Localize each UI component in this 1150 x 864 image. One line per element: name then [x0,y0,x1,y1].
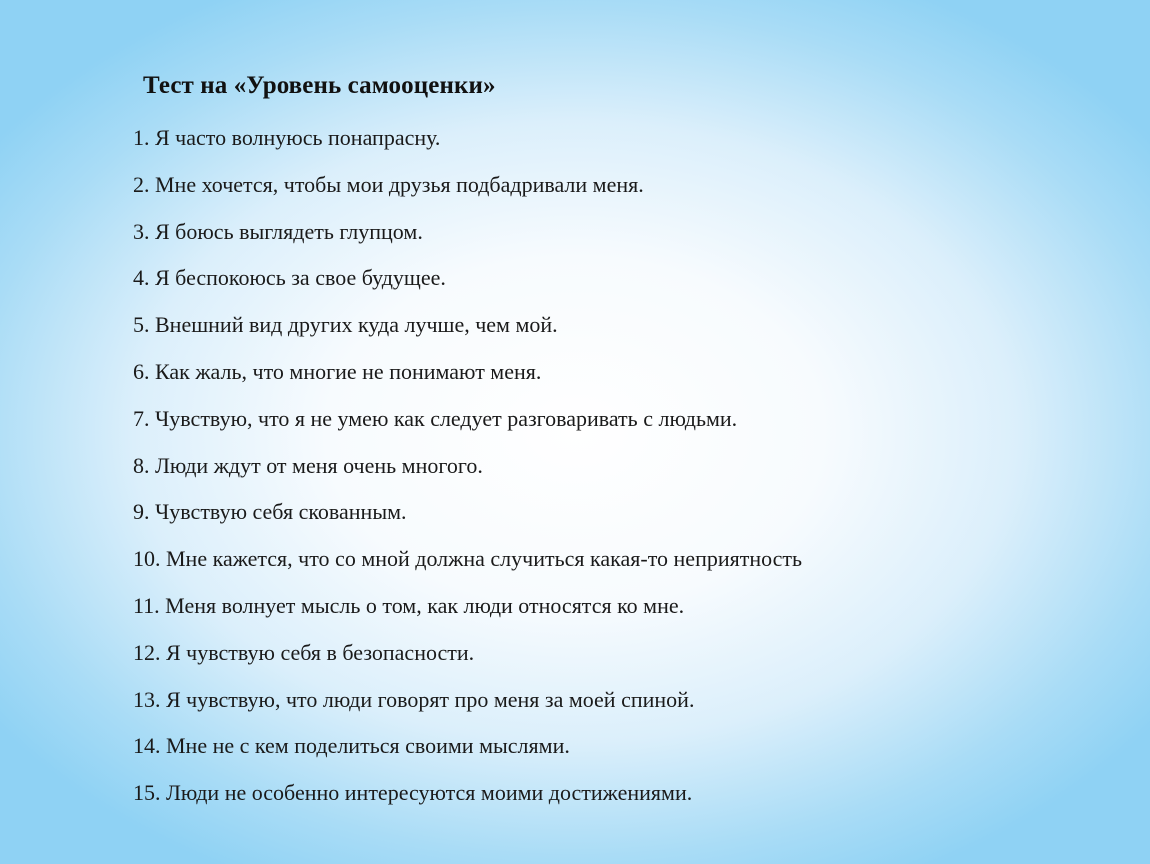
question-list [133,120,802,822]
question-item: 13. Я чувствую, что люди говорят про меня за моей спиной. [133,686,695,712]
question-item: 10. Мне кажется, что со мной должна случиться какая-то неприятность [133,546,803,572]
slide-title: Тест на «Уровень самооценки» [143,72,496,99]
question-item: 2. Мне хочется, чтобы мои друзья подбадривали меня. [133,171,644,197]
question-item: 1. Я часто волнуюсь понапрасну. [133,125,441,150]
question-item: 12. Я чувствую себя в безопасности. [133,639,475,665]
question-item: 14. Мне не с кем поделиться своими мыслями. [133,733,570,759]
question-item: 6. Как жаль, что многие не понимают меня. [133,358,542,384]
question-item: 3. Я боюсь выглядеть глупцом. [133,218,423,244]
question-item: 11. Меня волнует мысль о том, как люди относятся ко мне. [133,592,685,618]
question-item: 15. Люди не особенно интересуются моими достижениями. [133,780,693,806]
question-item: 7. Чувствую, что я не умею как следует разговаривать с людьми. [133,405,738,431]
question-item: 9. Чувствую себя скованным. [133,499,407,525]
question-item: 4. Я беспокоюсь за свое будущее. [133,265,446,291]
question-item: 5. Внешний вид других куда лучше, чем мой. [133,312,558,338]
question-item: 8. Люди ждут от меня очень многого. [133,452,483,478]
